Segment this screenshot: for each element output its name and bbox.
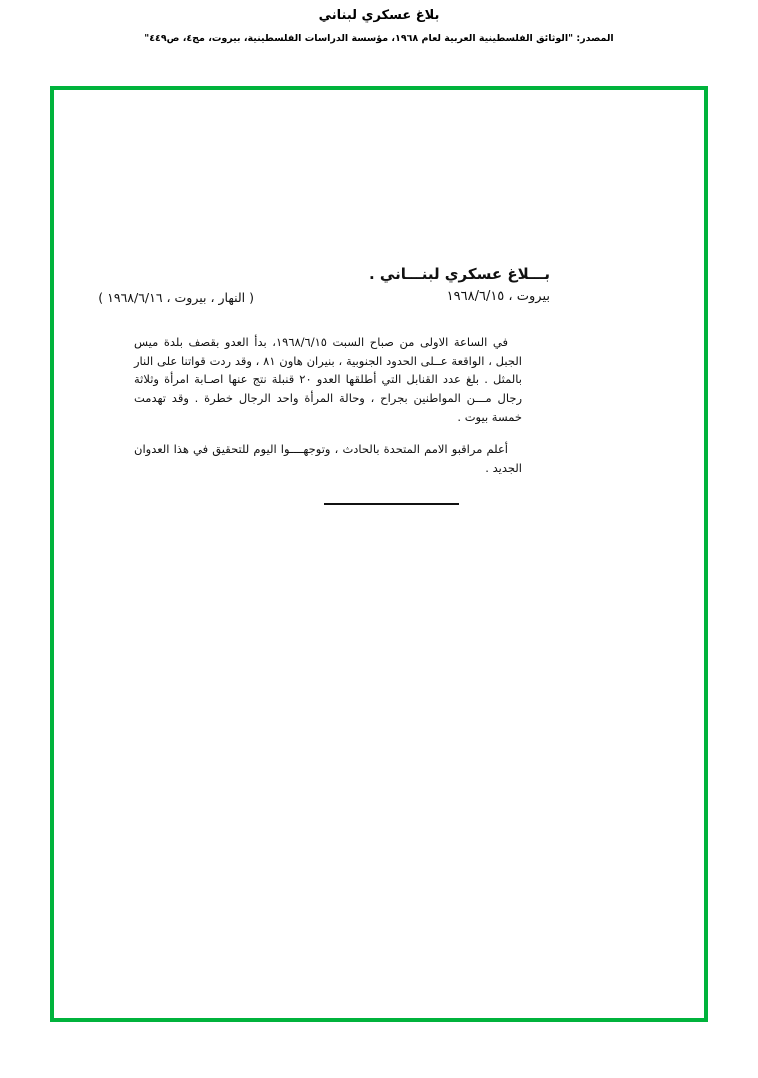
source-citation: المصدر: "الوثائق الفلسطينية العربية لعام ١٩٦٨، مؤسسة الدراسات الفلسطينية، بيروت، مج٤، ص٤٤٩" (144, 33, 614, 44)
document-header (0, 0, 758, 44)
body-paragraph-1: في الساعة الاولى من صباح السبت ١٩٦٨/٦/١٥، بدأ العدو بقصف بلدة ميس الجبل ، الواقعة عــلى الحدود الجنوبية ، بنيران هاون ٨١ ، وقد ردت قواتنا على النار بالمثل . بلغ عدد القنابل التي أطلقها العدو ٢٠ قنبلة نتج عنها اصـابة امرأة وثلاثة رجال مـــن المواطنين بجراح ، وحالة المرأة واحد الرجال خطرة . وقد تهدمت خمسة بيوت . (134, 335, 522, 424)
place-and-date: بيروت ، ١٩٦٨/٦/١٥ (446, 289, 550, 304)
dateline-row (98, 289, 554, 311)
body-paragraph-2: أعلم مراقبو الامم المتحدة بالحادث ، وتوجهــــوا اليوم للتحقيق في هذا العدوان الجديد . (134, 442, 522, 475)
document-body (134, 333, 554, 477)
document-page-frame (50, 86, 708, 1022)
section-divider (324, 503, 459, 505)
page-title: بلاغ عسكري لبناني (318, 8, 440, 23)
source-reference: ( النهار ، بيروت ، ١٩٦٨/٦/١٦ ) (98, 290, 254, 305)
document-heading: بـــلاغ عسكري لبنـــاني . (368, 265, 550, 283)
scanned-document-content (98, 265, 554, 505)
